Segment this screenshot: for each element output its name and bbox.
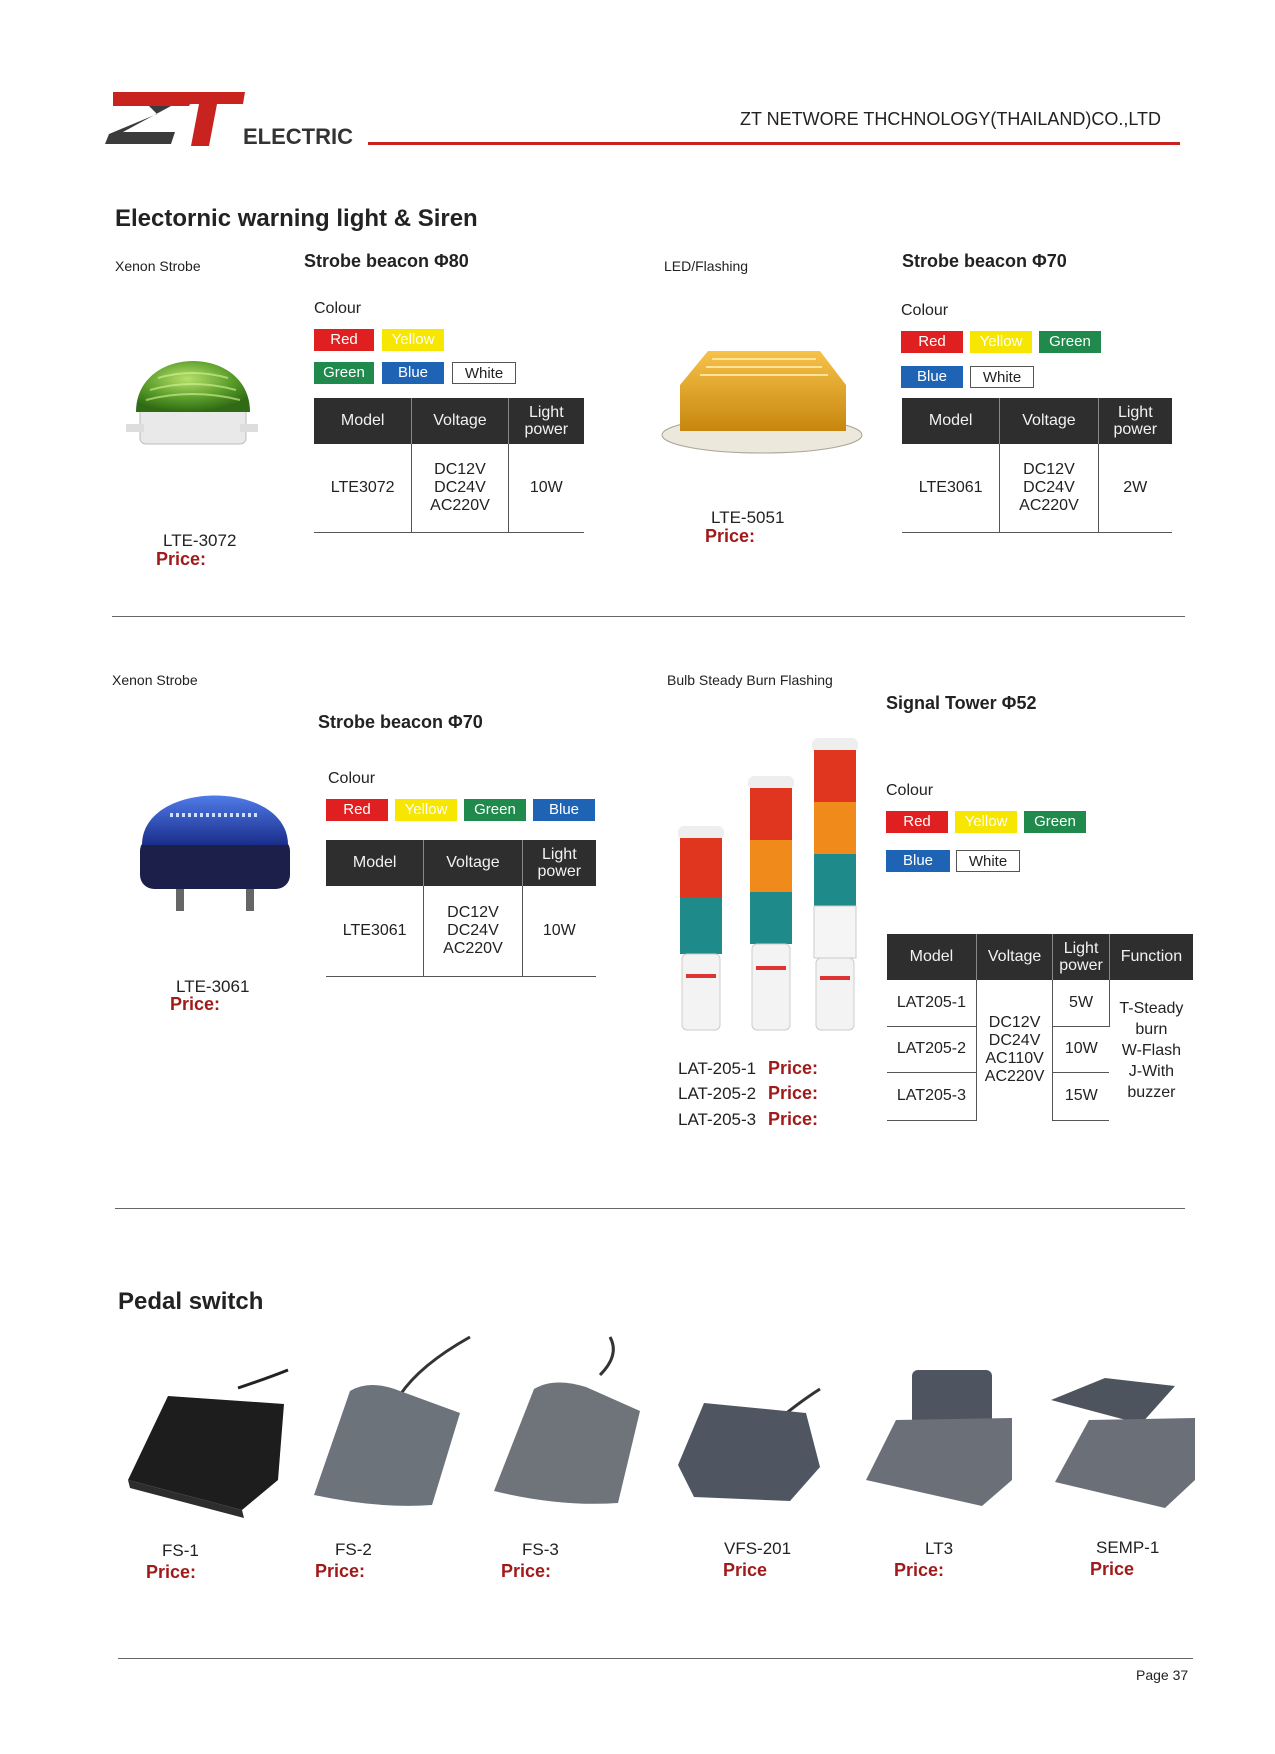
function-text: burn (1135, 1020, 1168, 1038)
pedal-model-label: FS-1 (162, 1541, 199, 1560)
voltage-value: AC220V (984, 1068, 1045, 1085)
price-label: Price: (705, 526, 756, 546)
brand-logo (105, 88, 245, 150)
voltage-value: DC24V (988, 1032, 1041, 1049)
colour-chip-green: Green (1024, 811, 1086, 833)
colour-chip-red: Red (886, 811, 948, 833)
price-label: Price: (170, 994, 221, 1014)
colour-chip-red: Red (314, 329, 374, 351)
voltage-value: DC12V (1023, 460, 1075, 478)
table-cell-voltage (976, 980, 1052, 1120)
product-image-beacon-yellow (660, 345, 865, 455)
pedal-image-lt3 (862, 1360, 1022, 1510)
pedal-image-fs-2 (310, 1335, 480, 1515)
product-title: Strobe beacon Φ70 (318, 712, 483, 732)
colour-chip-blue: Blue (886, 850, 950, 872)
colour-chip-yellow: Yellow (395, 799, 457, 821)
price-label: Price: (768, 1109, 819, 1129)
price-label: Price: (768, 1083, 819, 1103)
price-label: Price: (156, 549, 207, 569)
table-cell-voltage (424, 886, 522, 976)
product-title: Strobe beacon Φ70 (902, 251, 1067, 271)
col-header-light-power: Light power (508, 398, 584, 444)
colour-chip-white: White (452, 362, 516, 384)
function-text: J-With (1128, 1062, 1175, 1080)
price-label: Price: (768, 1058, 819, 1078)
table-cell-power: 15W (1053, 1072, 1110, 1120)
table-cell-power: 10W (508, 444, 584, 532)
table-cell-model: LAT205-3 (887, 1072, 976, 1120)
pedal-model-label: FS-3 (522, 1540, 559, 1559)
footer-rule (118, 1658, 1193, 1659)
product-title: Signal Tower Φ52 (886, 693, 1037, 713)
image-model-label: LTE-3072 (163, 531, 237, 550)
pedal-price-label: Price: (146, 1562, 197, 1582)
table-cell-model: LTE3061 (902, 444, 1000, 532)
company-name: ZT NETWORE THCHNOLOGY(THAILAND)CO.,LTD (740, 109, 1162, 129)
header-rule (368, 142, 1180, 145)
voltage-value: AC220V (443, 939, 503, 957)
image-model-label: LTE-5051 (711, 508, 785, 527)
table-cell-voltage (1000, 444, 1098, 532)
brand-name: ELECTRIC (243, 124, 353, 149)
voltage-value: AC110V (985, 1050, 1044, 1067)
page-number: Page 37 (1136, 1667, 1189, 1683)
col-header-model: Model (326, 840, 424, 886)
col-header-model: Model (314, 398, 412, 444)
spec-table-signal-tower (887, 934, 1193, 1121)
product-image-strobe-blue (130, 775, 300, 915)
spec-table (326, 840, 596, 977)
colour-chip-green: Green (314, 362, 374, 384)
colour-chip-white: White (956, 850, 1020, 872)
table-cell-model: LAT205-1 (887, 980, 976, 1026)
section-divider (112, 616, 1185, 617)
spec-table (902, 398, 1172, 533)
col-header-light-power: Light power (1053, 934, 1110, 980)
voltage-value: AC220V (1019, 496, 1079, 514)
table-cell-voltage (412, 444, 508, 532)
function-text: W-Flash (1121, 1041, 1182, 1059)
pedal-price-label: Price: (315, 1561, 366, 1581)
image-model-label: LAT-205-2 (678, 1084, 757, 1103)
colour-chip-blue: Blue (533, 799, 595, 821)
section-divider (115, 1208, 1185, 1209)
voltage-value: DC24V (1023, 478, 1075, 496)
colour-chip-yellow: Yellow (970, 331, 1032, 353)
pedal-price-label: Price: (894, 1560, 945, 1580)
table-cell-model: LAT205-2 (887, 1026, 976, 1072)
col-header-voltage: Voltage (412, 398, 508, 444)
pedal-model-label: FS-2 (335, 1540, 372, 1559)
product-title: Strobe beacon Φ80 (304, 251, 469, 271)
colour-chip-red: Red (901, 331, 963, 353)
colour-chip-red: Red (326, 799, 388, 821)
pedal-image-semp-1 (1045, 1370, 1205, 1510)
pedal-price-label: Price (723, 1560, 768, 1580)
voltage-value: DC24V (447, 921, 499, 939)
table-cell-model: LTE3061 (326, 886, 424, 976)
colour-chip-blue: Blue (901, 366, 963, 388)
voltage-value: AC220V (430, 496, 490, 514)
table-cell-power: 10W (522, 886, 596, 976)
voltage-value: DC12V (988, 1014, 1041, 1031)
col-header-model: Model (902, 398, 1000, 444)
pedal-model-label: VFS-201 (724, 1539, 792, 1558)
table-cell-power: 5W (1053, 980, 1110, 1026)
section-title-warning-light: Electornic warning light & Siren (115, 205, 478, 232)
section-title-pedal-switch: Pedal switch (118, 1288, 264, 1315)
table-cell-model: LTE3072 (314, 444, 412, 532)
col-header-voltage: Voltage (1000, 398, 1098, 444)
voltage-value: DC24V (434, 478, 486, 496)
product-image-signal-towers (676, 738, 866, 1038)
col-header-light-power: Light power (1098, 398, 1172, 444)
pedal-price-label: Price (1090, 1559, 1135, 1579)
colour-chip-white: White (970, 366, 1034, 388)
colour-label: Colour (886, 782, 934, 799)
image-model-label: LTE-3061 (176, 977, 250, 996)
product-image-strobe-green (122, 320, 262, 460)
colour-chip-yellow: Yellow (382, 329, 444, 351)
function-text: T-Steady (1119, 999, 1184, 1017)
pedal-model-label: LT3 (925, 1539, 954, 1558)
pedal-image-vfs-201 (674, 1385, 824, 1515)
col-header-model: Model (887, 934, 976, 980)
function-text: buzzer (1127, 1083, 1176, 1101)
col-header-light-power: Light power (522, 840, 596, 886)
image-model-label: LAT-205-1 (678, 1059, 757, 1078)
table-cell-power: 10W (1053, 1026, 1110, 1072)
colour-label: Colour (901, 302, 949, 319)
col-header-voltage: Voltage (424, 840, 522, 886)
category-label: Xenon Strobe (115, 258, 201, 274)
pedal-image-fs-1 (118, 1368, 298, 1518)
colour-label: Colour (314, 300, 362, 317)
colour-chip-blue: Blue (382, 362, 444, 384)
table-cell-function (1109, 980, 1193, 1120)
image-model-label: LAT-205-3 (678, 1110, 757, 1129)
voltage-value: DC12V (447, 903, 499, 921)
table-cell-power: 2W (1098, 444, 1172, 532)
pedal-image-fs-3 (490, 1335, 650, 1515)
colour-chip-green: Green (1039, 331, 1101, 353)
col-header-voltage: Voltage (976, 934, 1052, 980)
colour-chip-green: Green (464, 799, 526, 821)
voltage-value: DC12V (434, 460, 486, 478)
spec-table (314, 398, 584, 533)
colour-label: Colour (328, 770, 376, 787)
category-label: LED/Flashing (664, 258, 749, 274)
pedal-price-label: Price: (501, 1561, 552, 1581)
pedal-model-label: SEMP-1 (1096, 1538, 1160, 1557)
category-label: Bulb Steady Burn Flashing (667, 672, 833, 688)
col-header-function: Function (1109, 934, 1193, 980)
category-label: Xenon Strobe (112, 672, 198, 688)
colour-chip-yellow: Yellow (955, 811, 1017, 833)
